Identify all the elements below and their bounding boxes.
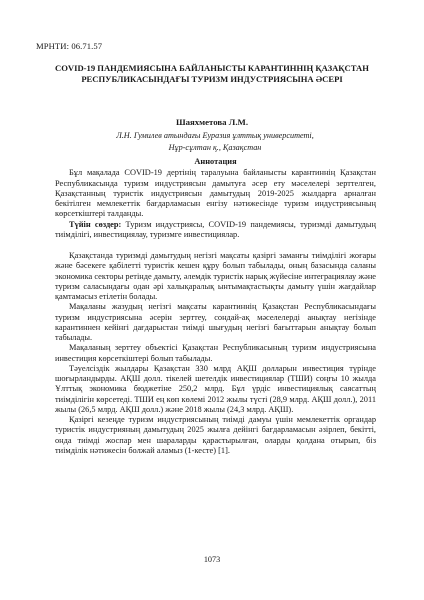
body-paragraph-3: Мақаланың зерттеу объектісі Қазақстан Республикасының туризм индустриясына инвестиция көрсеткіштері болып табылады.	[55, 343, 376, 363]
mrnti-code: МРНТИ: 06.71.57	[36, 41, 103, 51]
author-name: Шаяхметова Л.М.	[175, 117, 249, 127]
body-paragraph-5: Қазіргі кезеңде туризм индустриясының тиімді дамуы үшін мемлекеттік органдар туристік индустрияның дамытудың 2025 жылға дейінгі бағдарламасын әзірлеп, бекітті, онда тиімді жоспар мен шараларды қарастырылған, оларды қолдана отырып, біз тиімділік нәтижесін болжай аламыз (1-кесте) [1].	[55, 415, 376, 455]
body-paragraph-2: Мақаланы жазудың негізгі мақсаты карантиннің Қазақстан Республикасындағы туризм индустриясына әсерін зерттеу, сондай-ақ мәселелерді анықтау негізінде карантиннен кейінгі дағдарыстан тиімді шығудың негізгі бағыттарын анықтау болып табылады.	[55, 302, 376, 342]
body-paragraph-1: Қазақстанда туризмді дамытудың негізгі мақсаты қазіргі заманғы тиімділігі жоғары және бәсекеге қабілетті туристік кешен құру болып табылады, оның базасында саланы экономика секторы ретінде дамыту, әлемдік туристік нарық жүйесіне интеграциялау және туризм саласындағы одан әрі халықаралық ынтымақтастықты дамыту үшін жағдайлар қамтамасыз етілетін болады.	[55, 251, 376, 301]
author-affiliation	[50, 130, 380, 153]
section-gap	[55, 240, 376, 251]
abstract-heading: Аннотация	[194, 157, 237, 166]
keywords	[55, 220, 376, 241]
affiliation-university: Л.Н. Гумилев атындағы Еуразия ұлттық университеті,	[116, 131, 314, 140]
keywords-text: Туризм индустриясы, COVID-19 пандемиясы, туризмді дамытудың тиімділігі, инвестициялау, туризмге инвестициялар.	[55, 219, 376, 239]
page-number: 1073	[203, 555, 221, 564]
affiliation-city: Нұр-сұлтан қ., Қазақстан	[168, 142, 262, 152]
body-paragraph-4: Тәуелсіздік жылдары Қазақстан 330 млрд АҚШ долларын инвестиция түрінде шоғырландырды. АҚШ долл. тікелей шетелдік инвестициялар (ТШИ) соңғы 10 жылда Ұлттық экономика бюджетіне 250,2 млрд. Бұл үрдіс инвестициялық саясаттың тиімділігін көрсетеді. ТШИ ең көп көлемі 2012 жылы түсті (28,9 млрд. АҚШ долл.), 2011 жылы (26,5 млрд. АҚШ долл.) және 2018 жылы (24,3 млрд. АҚШ).	[55, 363, 376, 414]
article-title: COVID-19 ПАНДЕМИЯСЫНА БАЙЛАНЫСТЫ КАРАНТИННІҢ ҚАЗАҚСТАН РЕСПУБЛИКАСЫНДАҒЫ ТУРИЗМ ИНДУСТРИЯСЫНА ӘСЕРІ	[55, 63, 369, 85]
keywords-label: Түйін сөздер:	[69, 219, 122, 229]
article-body	[55, 157, 376, 456]
abstract-text: Бұл мақалада COVID-19 дертінің таралуына байланысты карантиннің Қазақстан Республикасында туризм индустриясын дамытуға әсер ету мәселелері зерттелген, Қазақстанның туристік индустриясын дамытудың 2019-2025 жылдарға арналған бекітілген мемлекеттік бағдарламасын енгізу нәтижесінде туризм индустриясының көрсеткіштері талданды.	[55, 168, 376, 219]
